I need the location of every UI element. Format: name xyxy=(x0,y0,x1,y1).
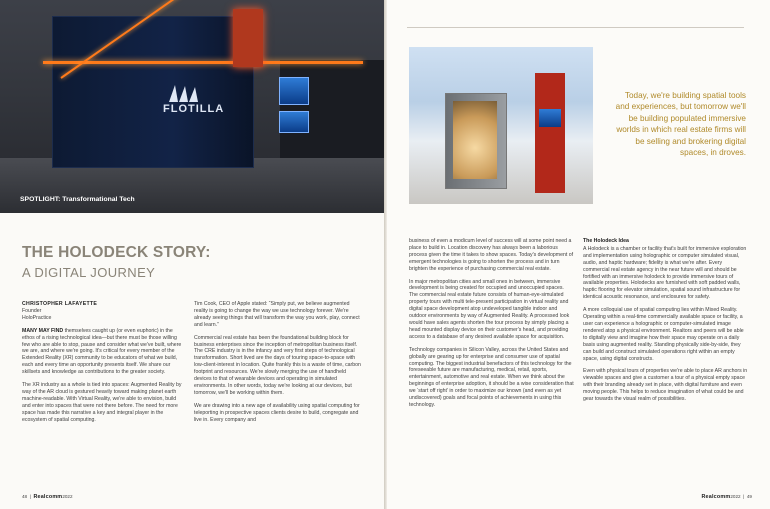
page-footer: Realcomm2022 | 49 xyxy=(701,494,752,500)
footer-brand: Realcomm xyxy=(33,494,63,500)
paragraph: A Holodeck is a chamber or facility that's built for immersive exploration and implementation using holographic or computer simulated visual, audio, and haptic hardware; fidelity is what we're after. Every commercial real estate agency in the near future will and should be fortified with an immersive holodeck to provide immersive tours of available properties. Holodecks are furnished with soft padded walls, haptic flooring for elevator simulation, spatial sound infrastructure for identical acoustic resonance, and enclosures for safety. xyxy=(583,245,747,301)
paragraph: MANY MAY FIND themselves caught up (or even euphoric) in the ethos of a rising technological idea—but there must be those willing few who are able to stop, pause and consider what we've built, where we are, and where we're going. It's critical for every member of the Extended Reality (XR) community to be educators of what we build, each and every time an opportunity presents itself. We share our skillsets and knowledge as contributions to the greater society. xyxy=(22,327,182,376)
top-rule xyxy=(407,27,744,28)
booth-brand: FLOTILLA xyxy=(163,103,225,115)
holodeck-photo xyxy=(409,47,593,204)
author-org: HoloPractice xyxy=(22,314,52,321)
paragraph: Technology companies in Silicon Valley, across the United States and globally are gearing up for enterprise and consumer use of spatial computing. The biggest industrial benefactors of this technology for the foreseeable future are manufacturing, medical, retail, sports, entertainment, automotive and real estate. When we think about the beginnings of enterprise adoption, it should be a wise consideration that we ‘start off right’ in order to maximize our known (and even as yet undiscovered) goals and focal points of achievements in using this technology. xyxy=(409,346,574,408)
pull-quote: Today, we're building spatial tools and experiences, but tomorrow we'll be building populated immersive worlds in which real estate firms will be selling and brokering digital spaces, in droves. xyxy=(615,91,746,158)
paragraph: We are drawing into a new age of availability using spatial computing for teleporting in prospective spaces clients desire to build, congregate and live in. Every company and xyxy=(194,402,360,423)
hero-caption: SPOTLIGHT: Transformational Tech xyxy=(20,196,135,203)
page-footer: 48 | Realcomm2022 xyxy=(22,494,73,500)
article-subtitle: A DIGITAL JOURNEY xyxy=(22,265,156,280)
footer-year: 2022 xyxy=(62,494,73,499)
footer-year: 2022 xyxy=(730,494,741,499)
hero-image xyxy=(0,0,384,213)
article-title: THE HOLODECK STORY: xyxy=(22,244,211,261)
right-column-1 xyxy=(409,238,574,415)
booth-screen xyxy=(279,77,309,105)
author-block xyxy=(22,301,182,322)
booth-sign xyxy=(233,9,263,67)
author-role: Founder xyxy=(22,307,42,314)
left-page xyxy=(0,0,384,509)
paragraph: Commercial real estate has been the foundational building block for business enterprises since the inception of metropolitan business itself. The CRE industry is in the infancy and very first steps of technological transformation. Short lived are the days of touring space-to-space with low-client-interest in location. Quite frankly this is a waste of time, carbon footprint and resources. We're slowly merging the use of handheld devices to that of wearable devices and operating in simulated environments. In other words, today we're looking at our devices, but tomorrow, we'll be working within them. xyxy=(194,334,361,396)
kiosk-tower xyxy=(535,73,565,193)
holodeck-booth xyxy=(52,16,254,168)
kiosk-screen xyxy=(539,109,561,127)
footer-brand: Realcomm xyxy=(701,494,731,500)
right-page xyxy=(387,0,770,509)
paragraph: Tim Cook, CEO of Apple stated: “Simply put, we believe augmented reality is going to change the way we use technology forever. We're already seeing things that will transform the way you work, play, connect and learn.” xyxy=(194,301,360,328)
sails-logo-icon xyxy=(165,83,209,103)
chamber-light xyxy=(453,101,497,179)
neon-strip xyxy=(43,61,363,64)
paragraph: A more colloquial use of spatial computing lies within Mixed Reality. Operating within a real-time commercially available space or facility, a user can experience a holographic or computer-simulated image rendered atop a physical environment. Realtors and peers will be able to digitally view and imagine how their space may operate on a daily basis using augmented reality. Standing physically side-by-side, they can build and construct simulated operations right within an empty space, using digital constructs. xyxy=(583,307,744,362)
paragraph: Even with physical tours of properties we're able to place AR anchors in viewable spaces and give a customer a tour of a physical empty space with their branding already set in place, with digital furniture and even moving people. This helps to reduce imagination of what could be and gear towards the visual realm of possibilities. xyxy=(583,368,748,403)
neon-strip-diagonal xyxy=(60,0,184,79)
right-column-2 xyxy=(583,238,748,409)
paragraph: In major metropolitan cities and small ones in between, immersive development is being created for occupied and unoccupied spaces. The commercial real estate future consists of human-eye-simulated property tours with multi tele-present participation in virtual reality and digital space development atop undeveloped tangible indoor and outdoor environments by way of Augmented Reality. A processed look would have sales agents shorten the tour process by simply placing a head mounted display device on their customer's head, and providing access to a database of any desired available space for acquisition. xyxy=(409,278,570,340)
section-heading: The Holodeck Idea xyxy=(583,238,629,244)
paragraph: business of even a modicum level of success will at some point need a place to build in. Location discovery has always been a laborious process given the time it takes to show spaces. Today's development of emergent technologies is going to shorten the process and in turn brighten the experience of purchasing commercial real estate. xyxy=(409,238,574,272)
page-number: 48 xyxy=(22,494,28,499)
page-number: 49 xyxy=(746,494,752,499)
lead-in: MANY MAY FIND xyxy=(22,327,64,334)
hero-backdrop xyxy=(280,60,384,158)
author-name: CHRISTOPHER LAFAYETTE xyxy=(22,301,98,307)
left-column-1 xyxy=(22,301,182,430)
left-column-2 xyxy=(194,301,362,430)
paragraph: The XR industry as a whole is tied into spaces: Augmented Reality by way of the AR cloud is gestured heavily toward making planet earth machine-readable. With Virtual Reality, we're able to envision, build and enter into spaces that were not there before. The need for more space has made this narrative a key and integral player in the ecosystem of spatial computing. xyxy=(22,382,182,423)
booth-screen xyxy=(279,111,309,133)
